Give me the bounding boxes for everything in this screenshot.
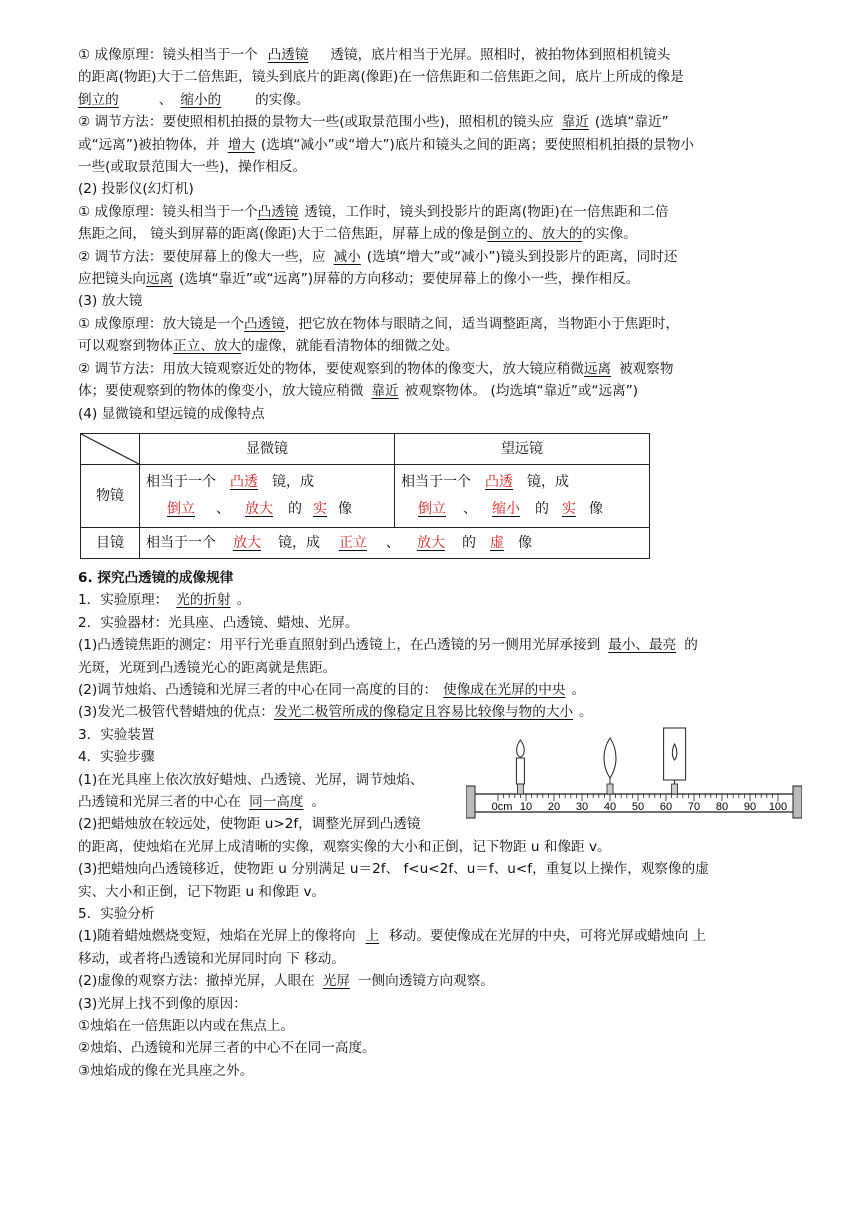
s5-1-line-2: 移动，或者将凸透镜和光屏同时向 下 移动。 [78,950,345,967]
s2-3-line: (3)发光二极管代替蜡烛的优点：发光二极管所成的像稳定且容易比较像与物的大小 。 [78,704,593,721]
answer-blank: 减小 [333,248,361,265]
projector-line-3: ② 调节方法：要使屏幕上的像大一些，应 减小 (选填“增大”或“减小”)镜头到投影片的距离，同时还 [78,248,678,265]
s4-1-line: (1)在光具座上依次放好蜡烛、凸透镜、光屏，调节烛焰、 [78,771,424,788]
answer-blank: 同一高度 [249,793,304,810]
answer-blank: 增大 [227,136,255,153]
answer-blank: 最小、最亮 [608,637,677,654]
bench-tick-label: 20 [547,800,561,813]
cell-microscope-objective: 相当于一个 凸透 镜，成 倒立 、 放大 的 实 像 [140,464,395,527]
s2-2-line: (2)调节烛焰、凸透镜和光屏三者的中心在同一高度的目的： 使像成在光屏的中央 。 [78,681,586,698]
answer-blank: 使像成在光屏的中央 [443,681,566,698]
magnifier-line-3: ② 调节方法：用放大镜观察近处的物体，要使观察到的物体的像变大，放大镜应稍微远离 被观察物 [78,360,674,377]
answer-blank: 远离 [583,360,612,377]
bench-tick-label: 40 [603,800,617,813]
magnifier-line-1: ① 成像原理：放大镜是一个凸透镜，把它放在物体与眼睛之间，适当调整距离，当物距小于焦距时， [78,315,680,332]
camera-line-1: ① 成像原理：镜头相当于一个 凸透镜 透镜，底片相当于光屏。照相时，被拍物体到照相机镜头 [78,47,671,63]
bench-tick-label: 0cm [491,800,513,813]
answer-blank: 凸透镜 [244,315,285,332]
section-6-title: 6. 探究凸透镜的成像规律 [78,569,234,586]
optical-bench-diagram [466,724,802,834]
bench-tick-label: 100 [768,800,788,813]
magnifier-line-4: 体；要使观察到的物体的像变小，放大镜应稍微 靠近 被观察物体。 (均选填“靠近”或“远离”) [78,383,639,400]
table-corner-cell [81,433,140,464]
bench-tick-label: 90 [743,800,757,813]
answer-blank: 缩小的 [180,91,222,108]
s5-3-line: (3)光屏上找不到像的原因： [78,995,247,1012]
bench-tick-label: 60 [659,800,673,813]
magnifier-line-2: 可以观察到物体正立、放大的虚像，就能看清物体的细微之处。 [78,338,459,355]
s2-line: 2．实验器材：光具座、凸透镜、蜡烛、光屏。 [78,614,359,631]
s5-2-line: (2)虚像的观察方法：撤掉光屏，人眼在 光屏 一侧向透镜方向观察。 [78,973,494,990]
document-page [78,44,788,1082]
projector-title: (2) 投影仪(幻灯机) [78,181,194,198]
bench-tick-label: 30 [575,800,589,813]
s4-2-line-2: 的距离，使烛焰在光屏上成清晰的实像，观察实像的大小和正倒，记下物距 u 和像距 v。 [78,838,611,855]
s4-line: 4．实验步骤 [78,749,155,766]
reason-1: ①烛焰在一倍焦距以内或在焦点上。 [78,1018,295,1035]
projector-line-1: ① 成像原理：镜头相当于一个凸透镜 透镜，工作时，镜头到投影片的距离(物距)在一倍焦距和二倍 [78,203,669,220]
bench-tick-label: 70 [687,800,701,813]
cell-telescope-objective: 相当于一个 凸透 镜，成 倒立 、 缩小 的 实 像 [395,464,650,527]
answer-blank: 靠近 [371,383,399,400]
s1-line: 1．实验原理： 光的折射 。 [78,592,251,609]
optical-bench [466,786,802,818]
answer-blank: 远离 [145,271,174,288]
answer-blank: 倒立的、放大的 [487,226,583,243]
s4-1-line-2: 凸透镜和光屏三者的中心在 同一高度 。 [78,793,326,810]
s4-3-line: (3)把蜡烛向凸透镜移近，使物距 u 分别满足 u＝2f、 f<u<2f、u＝f、u<f，重复以上操作，观察像的虚 [78,861,709,878]
magnifier-title: (3) 放大镜 [78,293,143,310]
answer-blank: 上 [365,928,380,945]
bench-tick-label: 80 [715,800,729,813]
diagonal-line-icon [81,434,139,464]
light-screen-icon [664,728,686,794]
camera-line-3: 倒立的 、 缩小的 的实像。 [78,91,310,108]
s5-1-line: (1)随着蜡烛燃烧变短，烛焰在光屏上的像将向 上 移动。要使像成在光屏的中央，可将光屏或蜡烛向 上 [78,928,707,945]
camera-line-5: 或“远离”)被拍物体，并 增大 (选填“减小”或“增大”)底片和镜头之间的距离；要使照相机拍摄的景物小 [78,136,694,153]
reason-2: ②烛焰、凸透镜和光屏三者的中心不在同一高度。 [78,1040,376,1057]
s3-line: 3．实验装置 [78,726,155,743]
answer-blank: 正立、放大 [173,338,242,355]
reason-3: ③烛焰成的像在光具座之外。 [78,1062,254,1079]
s5-line: 5．实验分析 [78,906,155,922]
microscope-telescope-table [80,433,650,559]
answer-blank: 倒立的 [78,91,119,108]
row-label-objective: 物镜 [81,464,140,527]
convex-lens-icon [604,738,616,794]
candle-icon [516,740,524,794]
answer-blank: 靠近 [561,114,589,131]
camera-line-4: ② 调节方法：要使照相机拍摄的景物大一些(或取景范围小些)，照相机的镜头应 靠近 (选填“靠近” [78,114,669,131]
cell-eyepiece: 相当于一个 放大 镜，成 正立 、 放大 的 虚 像 [140,527,650,558]
scope-title: (4) 显微镜和望远镜的成像特点 [78,405,265,422]
answer-blank: 凸透镜 [257,203,299,220]
bench-tick-label: 50 [631,800,645,813]
header-telescope: 望远镜 [395,433,650,464]
answer-blank: 发光二极管所成的像稳定且容易比较像与物的大小 [273,704,574,721]
s4-3-line-2: 实、大小和正倒，记下物距 u 和像距 v。 [78,883,326,900]
row-label-eyepiece: 目镜 [81,527,140,558]
projector-line-4: 应把镜头向远离 (选填“靠近”或“远离”)屏幕的方向移动；要使屏幕上的像小一些，操作相反。 [78,271,640,288]
header-microscope: 显微镜 [140,433,395,464]
answer-blank: 光屏 [322,973,350,990]
s2-1-line-2: 光斑，光斑到凸透镜光心的距离就是焦距。 [78,659,337,676]
answer-blank: 凸透镜 [267,47,309,63]
projector-line-2: 焦距之间， 镜头到屏幕的距离(像距)大于二倍焦距，屏幕上成的像是倒立的、放大的的实像。 [78,226,637,243]
s4-2-line: (2)把蜡烛放在较远处，使物距 u>2f，调整光屏到凸透镜 [78,816,421,833]
s2-1-line: (1)凸透镜焦距的测定：用平行光垂直照射到凸透镜上，在凸透镜的另一侧用光屏承接到 最小、最亮 的 [78,637,698,654]
bench-tick-label: 10 [519,800,533,813]
camera-line-6: 一些(或取景范围大一些)，操作相反。 [78,159,307,176]
camera-line-2: 的距离(物距)大于二倍焦距，镜头到底片的距离(像距)在一倍焦距和二倍焦距之间，底片上所成的像是 [78,69,684,86]
answer-blank: 光的折射 [176,592,231,609]
apparatus-block [78,724,788,836]
